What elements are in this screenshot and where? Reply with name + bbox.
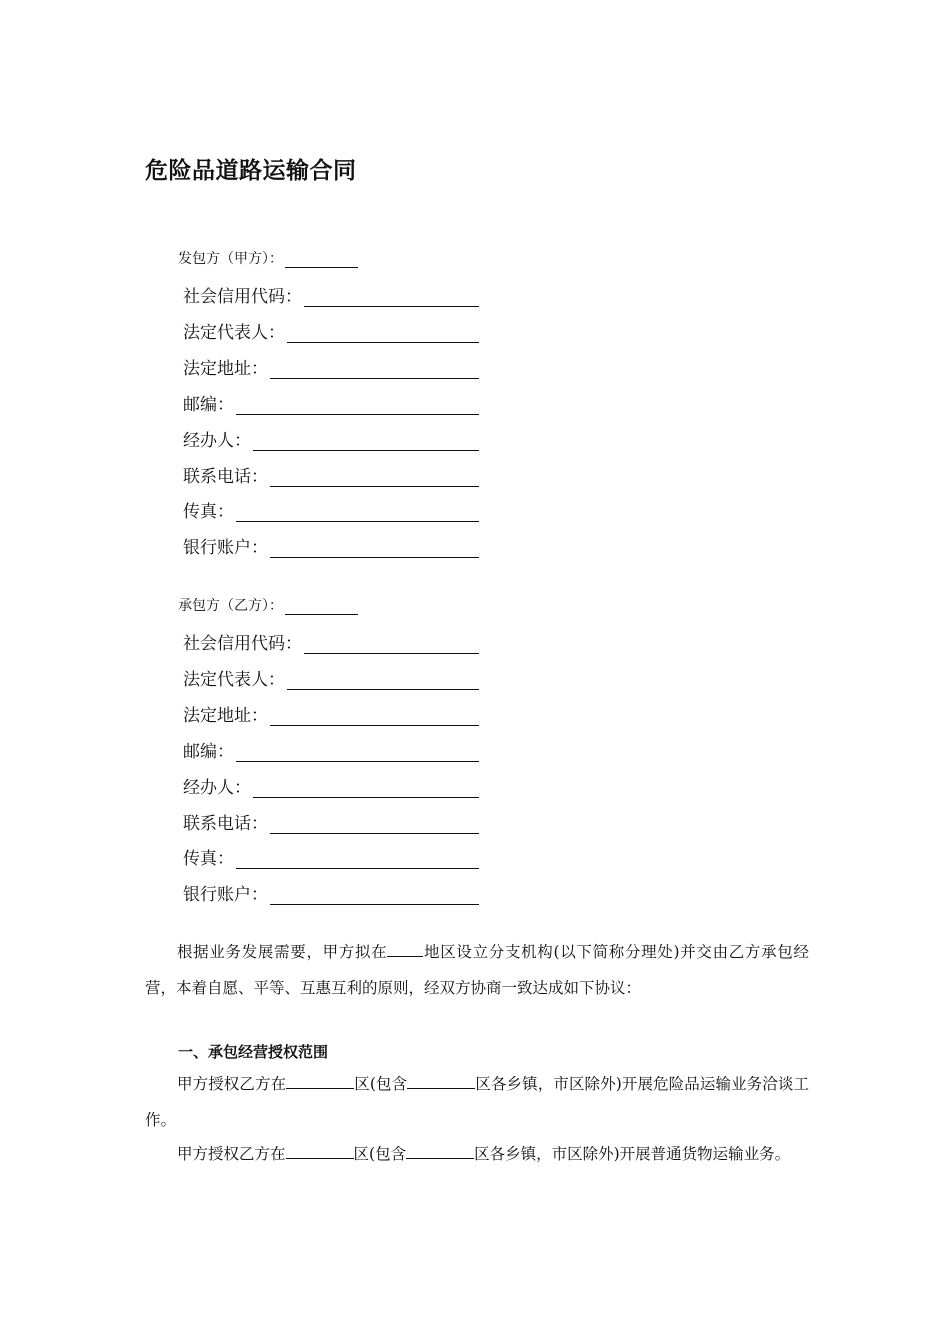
intro-text-1: 根据业务发展需要，甲方拟在	[177, 943, 388, 961]
field-blank[interactable]	[236, 850, 479, 869]
party-b-address-field[interactable]	[183, 702, 479, 726]
party-b-postcode-field[interactable]	[183, 738, 479, 762]
district-blank[interactable]	[406, 1144, 474, 1159]
field-blank[interactable]	[270, 886, 479, 905]
field-label: 银行账户：	[183, 885, 268, 905]
field-label: 联系电话：	[183, 814, 268, 834]
party-a-legal-rep-field[interactable]	[183, 319, 479, 343]
field-blank[interactable]	[253, 432, 479, 451]
field-blank[interactable]	[270, 539, 479, 558]
field-blank[interactable]	[270, 468, 479, 487]
field-blank[interactable]	[270, 815, 479, 834]
clause-text: 区各乡镇，市区除外)开展危险品运输业务洽谈工作。	[145, 1075, 809, 1129]
party-a-fax-field[interactable]	[183, 498, 479, 522]
field-blank[interactable]	[236, 503, 479, 522]
document-title: 危险品道路运输合同	[145, 158, 357, 184]
district-blank[interactable]	[286, 1074, 354, 1089]
clause-text: 区(包含	[353, 1145, 407, 1163]
field-blank[interactable]	[253, 779, 479, 798]
party-a-handler-field[interactable]	[183, 427, 479, 451]
field-blank[interactable]	[287, 324, 479, 343]
field-label: 经办人：	[183, 431, 251, 451]
party-b-fax-field[interactable]	[183, 845, 479, 869]
intro-paragraph	[145, 934, 809, 1006]
party-b-bank-account-field[interactable]	[183, 881, 479, 905]
field-label: 法定地址：	[183, 359, 268, 379]
field-label: 社会信用代码：	[183, 634, 302, 654]
field-label: 传真：	[183, 502, 234, 522]
field-label: 邮编：	[183, 742, 234, 762]
party-a-header-label: 发包方（甲方）：	[178, 251, 283, 267]
field-blank[interactable]	[304, 635, 479, 654]
section-1-clause-2	[145, 1136, 809, 1172]
section-1-clause-1	[145, 1066, 809, 1138]
party-a-header	[178, 248, 358, 268]
party-a-phone-field[interactable]	[183, 463, 479, 487]
field-label: 社会信用代码：	[183, 287, 302, 307]
party-a-postcode-field[interactable]	[183, 391, 479, 415]
field-blank[interactable]	[270, 360, 479, 379]
field-label: 经办人：	[183, 778, 251, 798]
region-blank[interactable]	[387, 942, 423, 957]
field-label: 邮编：	[183, 395, 234, 415]
section-1-heading: 一、承包经营授权范围	[178, 1043, 329, 1061]
field-blank[interactable]	[304, 288, 479, 307]
party-b-name-blank[interactable]	[285, 599, 358, 615]
field-blank[interactable]	[287, 671, 479, 690]
party-a-address-field[interactable]	[183, 355, 479, 379]
party-b-credit-code-field[interactable]	[183, 630, 479, 654]
party-b-header-label: 承包方（乙方）：	[178, 598, 283, 614]
district-blank[interactable]	[407, 1074, 475, 1089]
party-b-phone-field[interactable]	[183, 810, 479, 834]
clause-text: 甲方授权乙方在	[177, 1145, 286, 1163]
clause-text: 区(包含	[354, 1075, 408, 1093]
field-label: 银行账户：	[183, 538, 268, 558]
field-label: 法定地址：	[183, 706, 268, 726]
clause-text: 甲方授权乙方在	[177, 1075, 287, 1093]
field-blank[interactable]	[236, 396, 479, 415]
district-blank[interactable]	[286, 1144, 354, 1159]
party-b-legal-rep-field[interactable]	[183, 666, 479, 690]
party-a-name-blank[interactable]	[285, 252, 358, 268]
field-label: 法定代表人：	[183, 323, 285, 343]
party-a-credit-code-field[interactable]	[183, 283, 479, 307]
clause-text: 区各乡镇，市区除外)开展普通货物运输业务。	[474, 1145, 791, 1163]
intro-text-2: 地区设立分支机构(以下简称分理处)并交由乙方承包经营，本着自愿、平等、互惠互利的原则，经双方协商一致达成如下协议：	[145, 943, 809, 997]
field-blank[interactable]	[270, 707, 479, 726]
field-label: 法定代表人：	[183, 670, 285, 690]
party-b-header	[178, 595, 358, 615]
field-label: 联系电话：	[183, 467, 268, 487]
field-label: 传真：	[183, 849, 234, 869]
party-b-handler-field[interactable]	[183, 774, 479, 798]
party-a-bank-account-field[interactable]	[183, 534, 479, 558]
field-blank[interactable]	[236, 743, 479, 762]
